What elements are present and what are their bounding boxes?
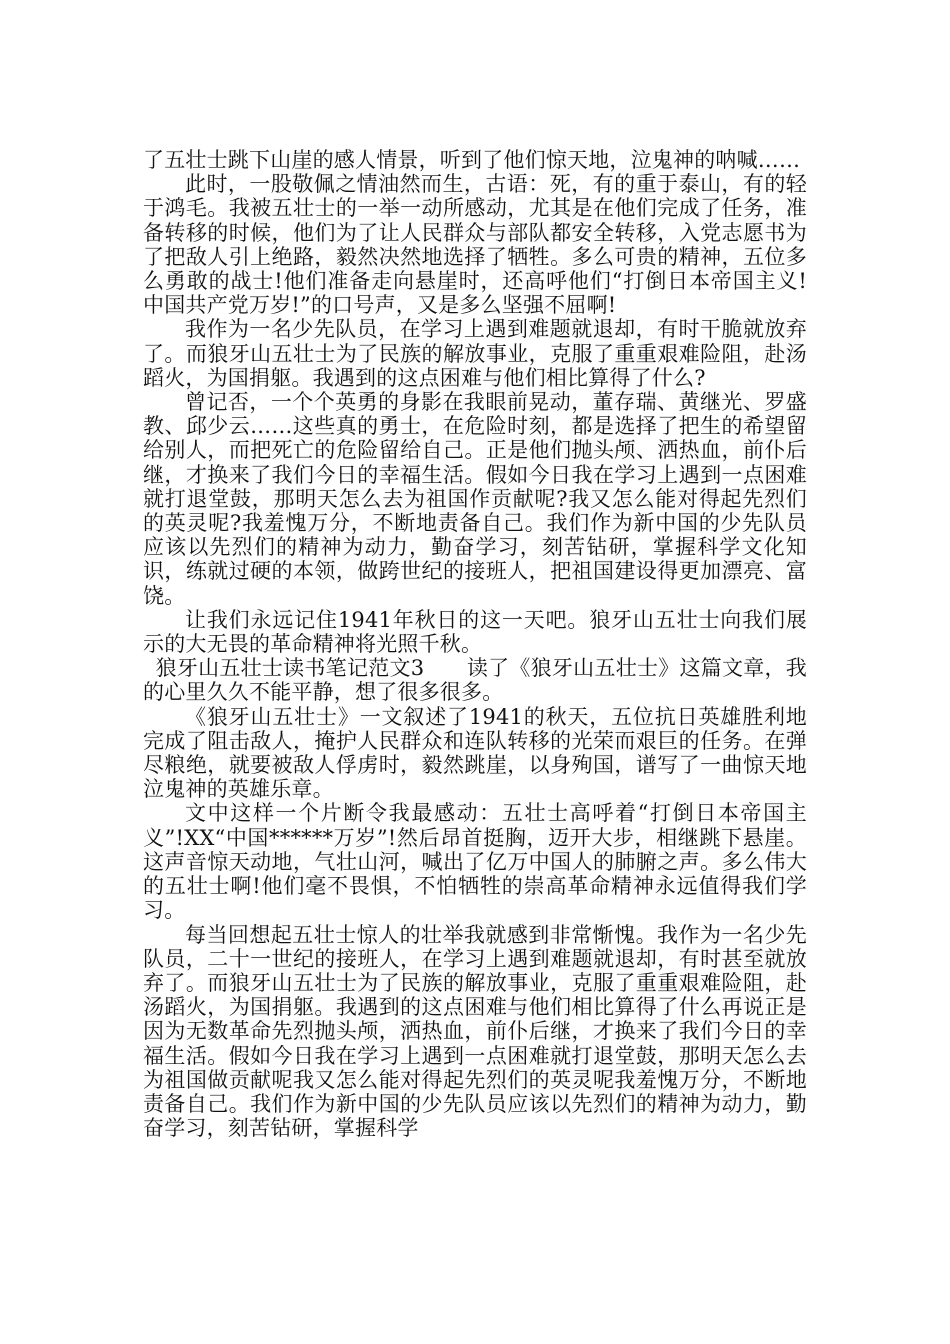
paragraph-young-pioneer: 我作为一名少先队员，在学习上遇到难题就退却，有时干脆就放弃了。而狼牙山五壮士为了民族的解放事业，克服了重重艰难险阻，赴汤蹈火，为国捐躯。我遇到的这点困难与他们相比算得了什么?: [143, 317, 807, 390]
paragraph-heroes-memory: 曾记否，一个个英勇的身影在我眼前晃动，董存瑞、黄继光、罗盛教、邱少云……这些真的勇士，在危险时刻，都是选择了把生的希望留给别人，而把死亡的危险留给自己。正是他们抛头颅、洒热血，前仆后继，才换来了我们今日的幸福生活。假如今日我在学习上遇到一点困难就打退堂鼓，那明天怎么去为祖国作贡献呢?我又怎么能对得起先烈们的英灵呢?我羞愧万分，不断地责备自己。我们作为新中国的少先队员应该以先烈们的精神为动力，勤奋学习，刻苦钻研，掌握科学文化知识，练就过硬的本领，做跨世纪的接班人，把祖国建设得更加漂亮、富饶。: [143, 390, 807, 608]
paragraph-reflection: 每当回想起五壮士惊人的壮举我就感到非常惭愧。我作为一名少先队员，二十一世纪的接班人，在学习上遇到难题就退却，有时甚至就放弃了。而狼牙山五壮士为了民族的解放事业，克服了重重艰难险阻，赴汤蹈火，为国捐躯。我遇到的这点困难与他们相比算得了什么再说正是因为无数革命先烈抛头颅，洒热血，前仆后继，才换来了我们今日的幸福生活。假如今日我在学习上遇到一点困难就打退堂鼓，那明天怎么去为祖国做贡献呢我又怎么能对得起先烈们的英灵呢我羞愧万分，不断地责备自己。我们作为新中国的少先队员应该以先烈们的精神为动力，勤奋学习，刻苦钻研，掌握科学: [143, 922, 807, 1141]
paragraph-admiration: 此时，一股敬佩之情油然而生，古语：死，有的重于泰山，有的轻于鸿毛。我被五壮士的一举一动所感动，尤其是在他们完成了任务，准备转移的时候，他们为了让人民群众与部队都安全转移，入党志愿书为了把敌人引上绝路，毅然决然地选择了牺牲。多么可贵的精神，五位多么勇敢的战士!他们准备走向悬崖时，还高呼他们“打倒日本帝国主义!中国共产党万岁!”的口号声，又是多么坚强不屈啊!: [143, 172, 807, 318]
paragraph-remember-1941: 让我们永远记住1941年秋日的这一天吧。狼牙山五壮士向我们展示的大无畏的革命精神将光照千秋。: [143, 607, 807, 657]
paragraph-sample-3-title: 狼牙山五壮士读书笔记范文3 读了《狼牙山五壮士》这篇文章，我的心里久久不能平静，想了很多很多。: [143, 656, 807, 705]
paragraph-article-summary: 《狼牙山五壮士》一文叙述了1941的秋天，五位抗日英雄胜利地完成了阻击敌人，掩护人民群众和连队转移的光荣而艰巨的任务。在弹尽粮绝，就要被敌人俘虏时，毅然跳崖，以身殉国，谱写了一曲惊天地泣鬼神的英雄乐章。: [143, 704, 807, 802]
paragraph-moving-passage: 文中这样一个片断令我最感动：五壮士高呼着“打倒日本帝国主义”!XX“中国******万岁”!然后昂首挺胸，迈开大步，相继跳下悬崖。这声音惊天动地，气壮山河，喊出了亿万中国人的肺腑之声。多么伟大的五壮士啊!他们毫不畏惧，不怕牺牲的崇高革命精神永远值得我们学习。: [143, 801, 807, 923]
document-page: [143, 148, 807, 1140]
paragraph-continuation: 了五壮士跳下山崖的感人情景，听到了他们惊天地，泣鬼神的呐喊……: [143, 148, 801, 172]
